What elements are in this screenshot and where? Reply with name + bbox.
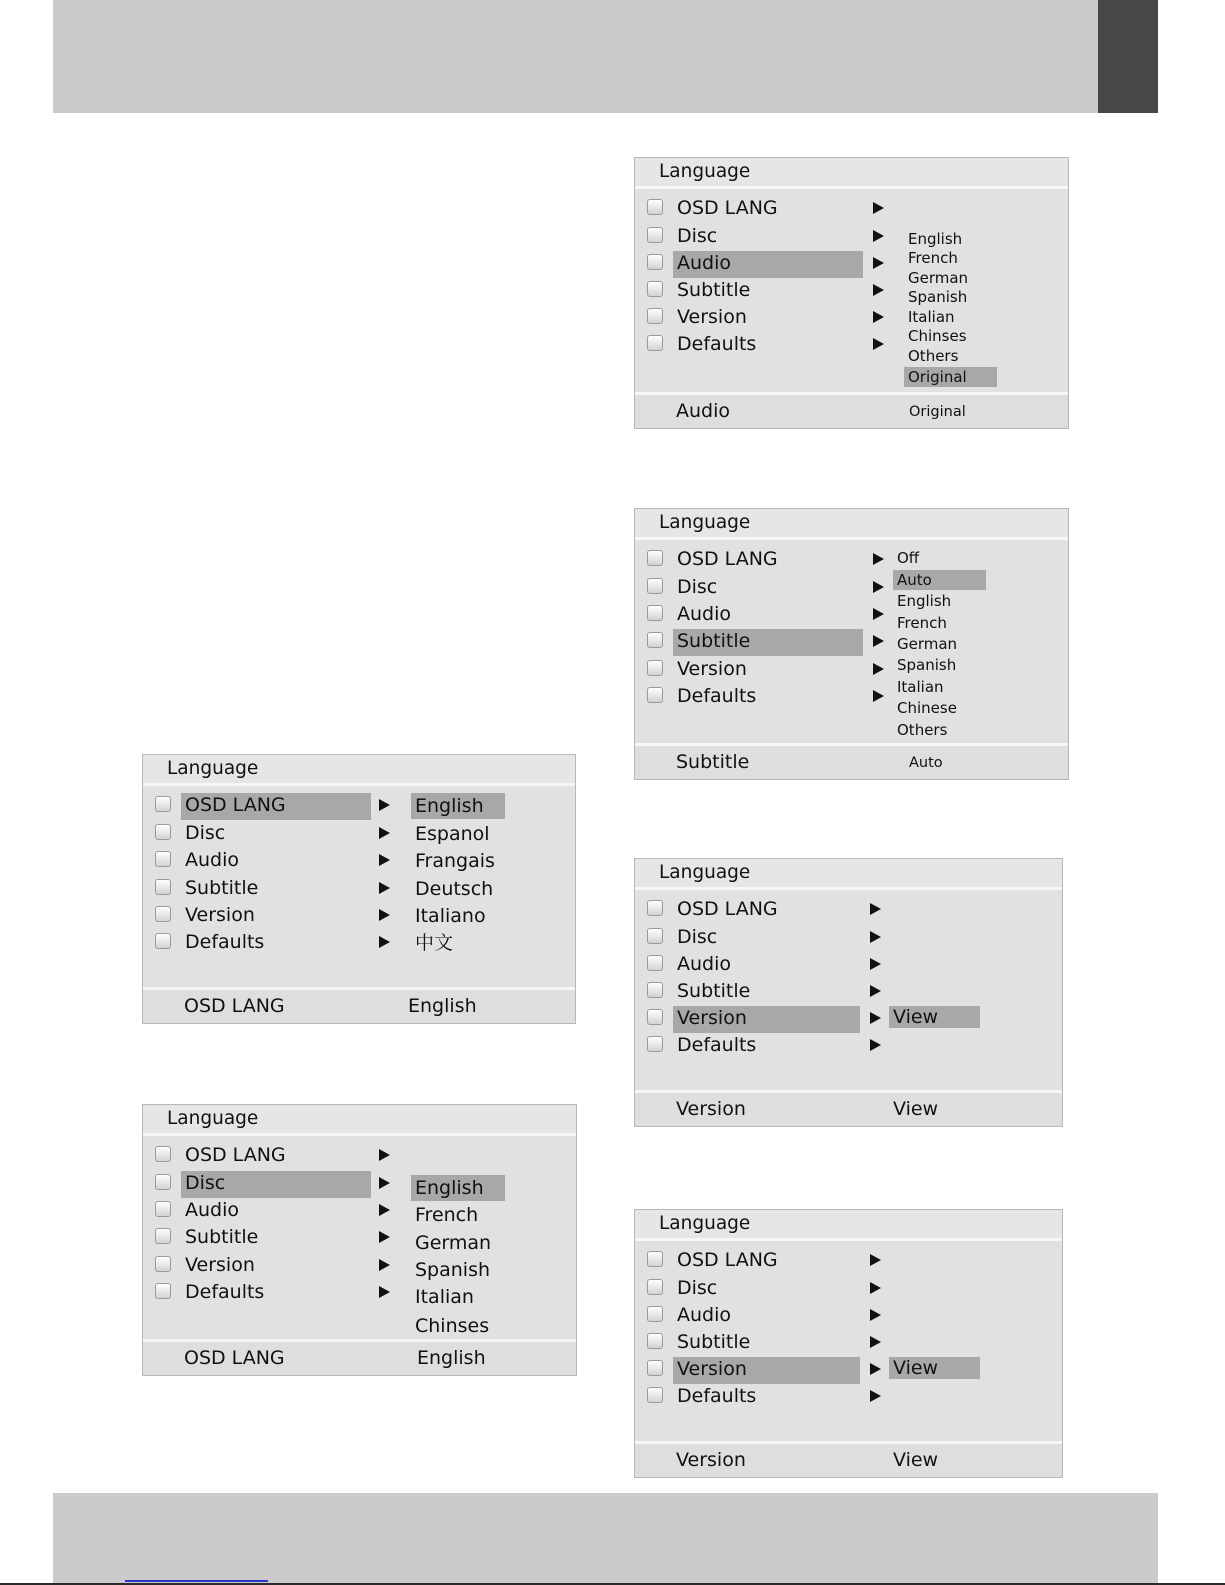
checkbox-icon [647,1279,663,1295]
panel-footer [635,1441,1062,1477]
menu-item-label: Disc [677,225,718,247]
panel-header [143,1105,576,1136]
option-german[interactable]: German [415,1232,492,1254]
option-italian[interactable]: Italian [897,678,944,696]
menu-item-label: Disc [185,822,226,844]
language-panel-version-2 [634,1209,1063,1478]
option-others[interactable]: Others [897,721,948,739]
menu-item-label: Audio [677,603,732,625]
checkbox-icon [647,1009,663,1025]
menu-item-label: Version [677,306,747,328]
menu-item-label: Audio [185,1199,240,1221]
language-panel-version [634,858,1063,1127]
option-french[interactable]: French [415,1204,479,1226]
menu-item-disc[interactable] [635,575,1068,602]
panel-header [143,755,575,786]
option-french[interactable]: French [897,614,947,632]
menu-item-label: Subtitle [185,877,259,899]
option-german[interactable]: German [908,269,969,287]
panel-title: Language [659,161,751,182]
arrow-right-icon [870,985,881,997]
header-banner [53,0,1158,113]
option-espanol[interactable]: Espanol [415,823,490,845]
checkbox-icon [647,308,663,324]
checkbox-icon [155,879,171,895]
checkbox-icon [155,906,171,922]
arrow-right-icon [379,827,390,839]
menu-item-defaults[interactable] [635,1384,1062,1411]
menu-item-label: Disc [677,576,718,598]
checkbox-icon [155,851,171,867]
option-chinses[interactable]: Chinses [415,1315,490,1337]
arrow-right-icon [873,690,884,702]
menu-item-label: OSD LANG [677,197,778,219]
arrow-right-icon [873,257,884,269]
arrow-right-icon [873,581,884,593]
menu-item-osd-lang[interactable] [635,547,1068,574]
option-english[interactable]: English [897,592,952,610]
panel-title: Language [167,1108,259,1129]
menu-item-osd-lang[interactable] [143,1143,576,1170]
menu-item-version[interactable] [635,305,1068,332]
checkbox-icon [647,578,663,594]
arrow-right-icon [870,958,881,970]
checkbox-icon [155,1283,171,1299]
menu-item-label: Defaults [677,1034,757,1056]
arrow-right-icon [873,635,884,647]
checkbox-icon [647,605,663,621]
chapter-tab [1098,0,1158,113]
menu-item-defaults[interactable] [635,684,1068,711]
menu-item-audio[interactable] [143,848,575,875]
menu-item-subtitle[interactable] [635,1330,1062,1357]
menu-item-defaults[interactable] [635,1033,1062,1060]
option-italiano[interactable]: Italiano [415,905,486,927]
menu-item-audio[interactable] [635,602,1068,629]
menu-item-label: Defaults [185,931,265,953]
menu-item-label: Defaults [677,685,757,707]
checkbox-icon [647,687,663,703]
menu-item-label: Audio [185,849,240,871]
option-french[interactable]: French [908,249,958,267]
checkbox-icon [647,550,663,566]
menu-item-label: Version [185,904,255,926]
language-panel-audio [634,157,1069,429]
menu-item-defaults[interactable] [143,930,575,957]
menu-item-version[interactable] [635,1006,1062,1033]
menu-item-disc[interactable] [143,1171,576,1198]
menu-item-subtitle[interactable] [635,278,1068,305]
language-panel-disc [142,1104,577,1376]
menu-item-audio[interactable] [635,251,1068,278]
panel-footer [635,1090,1062,1126]
option-english[interactable]: English [411,1175,505,1201]
option-english[interactable]: English [908,230,963,248]
menu-item-osd-lang[interactable] [635,1248,1062,1275]
arrow-right-icon [873,608,884,620]
panel-title: Language [167,758,259,779]
option-chinese[interactable]: 中文 [415,932,454,954]
footer-label: OSD LANG [184,995,285,1017]
checkbox-icon [647,1036,663,1052]
option-view[interactable]: View [889,1006,980,1028]
menu-item-disc[interactable] [635,1276,1062,1303]
arrow-right-icon [873,338,884,350]
menu-item-label: Disc [677,926,718,948]
arrow-right-icon [379,799,390,811]
arrow-right-icon [379,1149,390,1161]
menu-item-version[interactable] [635,657,1068,684]
option-italian[interactable]: Italian [415,1286,474,1308]
menu-item-label: Audio [673,251,863,278]
menu-item-label: Defaults [677,333,757,355]
menu-item-osd-lang[interactable] [635,196,1068,223]
footer-label: OSD LANG [184,1347,285,1369]
checkbox-icon [647,281,663,297]
menu-item-disc[interactable] [635,925,1062,952]
panel-title: Language [659,512,751,533]
menu-item-label: OSD LANG [677,1249,778,1271]
arrow-right-icon [379,936,390,948]
arrow-right-icon [873,663,884,675]
menu-item-disc[interactable] [635,224,1068,251]
menu-item-audio[interactable] [635,1303,1062,1330]
option-others[interactable]: Others [908,347,959,365]
option-german[interactable]: German [897,635,958,653]
checkbox-icon [647,900,663,916]
checkbox-icon [647,660,663,676]
menu-item-label: Version [673,1357,860,1384]
menu-item-defaults[interactable] [635,332,1068,359]
arrow-right-icon [870,1309,881,1321]
arrow-right-icon [379,1286,390,1298]
panel-title: Language [659,1213,751,1234]
checkbox-icon [155,1228,171,1244]
menu-item-label: Subtitle [677,1331,751,1353]
panel-footer [143,987,575,1023]
menu-item-subtitle[interactable] [635,629,1068,656]
menu-item-disc[interactable] [143,821,575,848]
panel-title: Language [659,862,751,883]
checkbox-icon [155,1146,171,1162]
menu-item-label: Version [677,658,747,680]
option-frangais[interactable]: Frangais [415,850,495,872]
checkbox-icon [647,1360,663,1376]
footer-label: Version [676,1449,746,1471]
menu-item-audio[interactable] [635,952,1062,979]
menu-item-label: OSD LANG [677,548,778,570]
arrow-right-icon [870,1363,881,1375]
arrow-right-icon [870,931,881,943]
option-spanish[interactable]: Spanish [908,288,968,306]
arrow-right-icon [870,1254,881,1266]
menu-item-label: Audio [677,1304,732,1326]
arrow-right-icon [870,1390,881,1402]
arrow-right-icon [870,1336,881,1348]
footer-banner [53,1493,1158,1585]
menu-item-osd-lang[interactable] [635,897,1062,924]
menu-item-label: Defaults [185,1281,265,1303]
option-spanish[interactable]: Spanish [415,1259,491,1281]
option-english[interactable]: English [411,793,505,819]
arrow-right-icon [870,1039,881,1051]
menu-item-label: Subtitle [677,980,751,1002]
menu-item-label: Disc [677,1277,718,1299]
arrow-right-icon [379,1177,390,1189]
option-view[interactable]: View [889,1357,980,1379]
footer-value: English [417,1347,486,1369]
menu-item-label: Subtitle [185,1226,259,1248]
menu-item-label: Defaults [677,1385,757,1407]
arrow-right-icon [873,202,884,214]
checkbox-icon [155,1174,171,1190]
panel-header [635,509,1068,540]
menu-item-osd-lang[interactable] [143,793,575,820]
menu-item-subtitle[interactable] [143,876,575,903]
language-panel-osd [142,754,576,1024]
checkbox-icon [155,1256,171,1272]
menu-item-label: Version [673,1006,860,1033]
menu-item-subtitle[interactable] [143,1225,576,1252]
menu-item-subtitle[interactable] [635,979,1062,1006]
option-original[interactable]: Original [904,367,997,387]
checkbox-icon [155,796,171,812]
checkbox-icon [155,933,171,949]
language-panel-subtitle [634,508,1069,780]
arrow-right-icon [870,1282,881,1294]
arrow-right-icon [873,311,884,323]
checkbox-icon [647,335,663,351]
arrow-right-icon [873,230,884,242]
checkbox-icon [647,928,663,944]
menu-item-version[interactable] [635,1357,1062,1384]
arrow-right-icon [873,553,884,565]
menu-item-label: Version [185,1254,255,1276]
checkbox-icon [155,1201,171,1217]
option-chinses[interactable]: Chinses [908,327,967,345]
menu-item-label: Audio [677,953,732,975]
menu-item-label: OSD LANG [185,1144,286,1166]
menu-item-label: Disc [181,1171,371,1198]
menu-item-version[interactable] [143,1253,576,1280]
footer-value: Original [909,404,966,420]
menu-item-label: OSD LANG [677,898,778,920]
checkbox-icon [647,1333,663,1349]
menu-item-audio[interactable] [143,1198,576,1225]
option-deutsch[interactable]: Deutsch [415,878,494,900]
footer-value: English [408,995,477,1017]
checkbox-icon [647,1251,663,1267]
arrow-right-icon [379,1259,390,1271]
menu-item-label: Subtitle [677,279,751,301]
menu-item-label: Subtitle [673,629,863,656]
checkbox-icon [155,824,171,840]
footer-link-underline [125,1580,268,1582]
arrow-right-icon [873,284,884,296]
arrow-right-icon [379,1231,390,1243]
footer-value: Auto [909,755,943,771]
checkbox-icon [647,632,663,648]
checkbox-icon [647,982,663,998]
checkbox-icon [647,199,663,215]
menu-item-version[interactable] [143,903,575,930]
footer-label: Subtitle [676,751,750,773]
footer-label: Audio [676,400,731,422]
option-off[interactable]: Off [897,549,920,567]
panel-footer [143,1339,576,1375]
option-italian[interactable]: Italian [908,308,955,326]
checkbox-icon [647,254,663,270]
option-auto[interactable]: Auto [893,570,986,590]
panel-footer [635,392,1068,428]
arrow-right-icon [870,1012,881,1024]
panel-footer [635,743,1068,779]
option-chinese[interactable]: Chinese [897,699,957,717]
checkbox-icon [647,955,663,971]
arrow-right-icon [379,909,390,921]
footer-label: Version [676,1098,746,1120]
panel-header [635,1210,1062,1241]
footer-value: View [893,1449,939,1471]
checkbox-icon [647,227,663,243]
menu-item-defaults[interactable] [143,1280,576,1307]
menu-item-label: OSD LANG [181,793,371,820]
footer-value: View [893,1098,939,1120]
checkbox-icon [647,1387,663,1403]
checkbox-icon [647,1306,663,1322]
arrow-right-icon [379,854,390,866]
panel-header [635,859,1062,890]
arrow-right-icon [870,903,881,915]
option-spanish[interactable]: Spanish [897,656,957,674]
arrow-right-icon [379,882,390,894]
arrow-right-icon [379,1204,390,1216]
panel-header [635,158,1068,189]
